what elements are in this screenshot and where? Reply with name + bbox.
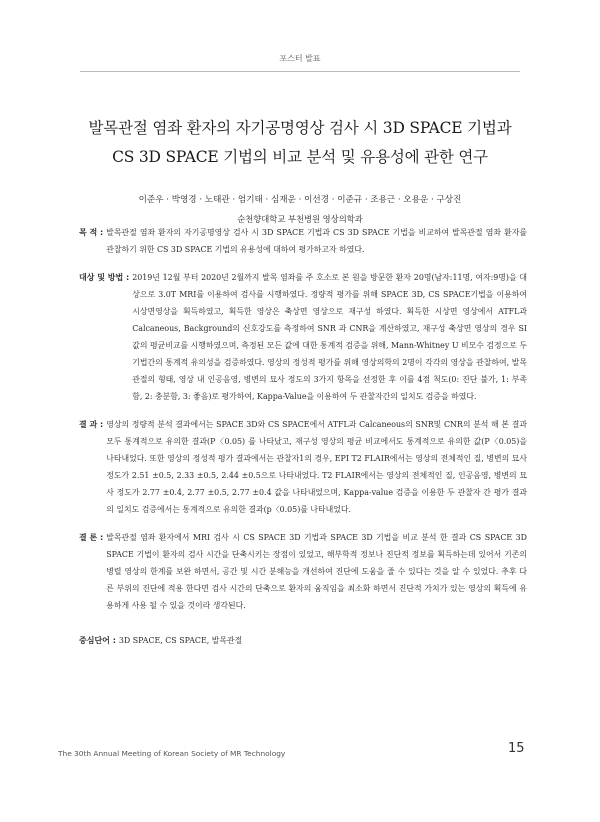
paper-title xyxy=(40,114,560,172)
results-section xyxy=(79,416,527,518)
purpose-text: 발목관절 염좌 환자의 자기공명영상 검사 시 3D SPACE 기법과 CS 3D SPACE 기법을 비교하여 발목관절 염좌 환자를 관찰하기 위한 CS 3D SPACE 기법의 유용성에 대하여 평가하고자 하였다. xyxy=(106,228,527,254)
section-tag: 포스터 발표 xyxy=(279,54,321,63)
methods-text: 2019년 12월 부터 2020년 2월까지 발목 염좌를 주 호소로 본 원을 방문한 환자 20명(남자:11명, 여자:9명)을 대상으로 3.0T MRI를 이용하여 검사를 시행하였다. 정량적 평가를 위해 SPACE 3D, CS SPACE기법을 이용하여 시상면영상을 획득하였고, 획득한 영상은 축상면 영상으로 재구성 하였다. 획득한 시상면 영상에서 ATFL과 Calcaneous, Background의 신호강도를 측정하여 SNR 과 CNR을 계산하였고, 재구성 축상면 영상의 경우 SI값의 평균비교를 시행하였으며, 측정된 모든 값에 대한 통계적 검증을 위해, Mann-Whitney U 비모수 검정으로 두 기법간의 통계적 유의성을 검증하였다. 영상의 정성적 평가를 위해 영상의학의 2명이 각각의 영상을 관찰하여, 발목관절의 형태, 영상 내 인공음영, 병변의 묘사 정도의 3가지 항목을 선정한 후 이를 4점 척도(0: 진단 불가, 1: 부족함, 2: 충분함, 3: 좋음)로 평가하여, Kappa-Value을 이용하여 두 관찰자간의 일치도 검증을 하였다. xyxy=(132,273,527,401)
author-names: 이준우 · 박영경 · 노태관 · 엄기태 · 심재운 · 이선경 · 이준규 · 조용근 · 오용운 · 구상진 xyxy=(138,195,462,205)
author-affiliation: 순천향대학교 부천병원 영상의학과 xyxy=(237,214,363,224)
conclusion-text: 발목관절 염좌 환자에서 MRI 검사 시 CS SPACE 3D 기법과 SPACE 3D 기법을 비교 분석 한 결과 CS SPACE 3D SPACE 기법이 환자의 검사 시간을 단축시키는 장점이 있었고, 해부학적 정보나 진단적 정보를 획득하는데 있어서 기존의 병렬 영상의 한계를 보완 하면서, 공간 및 시간 분해능을 개선하여 진단에 도움을 줄 수 있다는 것을 알 수 있었다. 추후 다른 부위의 진단에 적용 한다면 검사 시간의 단축으로 환자의 움직임을 최소화 하면서 진단적 가치가 있는 영상의 획득에 유용하게 사용 될 수 있을 것이라 생각된다. xyxy=(106,533,527,610)
keywords-label: 중심단어 : xyxy=(79,636,116,645)
keywords-text: 3D SPACE, CS SPACE, 발목관절 xyxy=(118,636,243,645)
header-divider xyxy=(80,71,520,72)
results-text: 영상의 정량적 분석 결과에서는 SPACE 3D와 CS SPACE에서 ATFL과 Calcaneous의 SNR및 CNR의 분석 해 본 결과 모두 통계적으로 유의한 결과(P〈0.05) 를 나타났고, 재구성 영상의 평균 비교에서도 통계적으로 유의한 값(P〈0.05)을 나타내었다. 또한 영상의 정성적 평가 결과에서는 관찰자1의 경우, EPI T2 FLAIR에서는 영상의 전체적인 질, 병변의 묘사 정도가 2.51 ±0.5, 2.33 ±0.5, 2.44 ±0.5으로 나타내었다. T2 FLAIR에서는 영상의 전체적인 질, 인공음영, 병변의 묘사 정도가 2.77 ±0.4, 2.77 ±0.5, 2.77 ±0.4 값을 나타내었으며, Kappa-value 검증을 이용한 두 관찰자 간 평가 결과의 일치도 검증에서는 통계적으로 유의한 결과(p〈0.05)를 나타내었다. xyxy=(106,420,527,514)
results-label: 결 과 : xyxy=(79,420,104,429)
purpose-section xyxy=(79,224,527,258)
title-line-1: 발목관절 염좌 환자의 자기공명영상 검사 시 3D SPACE 기법과 xyxy=(88,119,512,137)
methods-label: 대상 및 방법 : xyxy=(79,273,130,282)
conclusion-label: 결 론 : xyxy=(79,533,104,542)
conclusion-section xyxy=(79,529,527,614)
methods-section xyxy=(79,269,527,405)
purpose-label: 목 적 : xyxy=(79,228,104,237)
abstract-body xyxy=(79,224,527,660)
page-number: 15 xyxy=(508,741,525,756)
journal-footer: The 30th Annual Meeting of Korean Society of MR Technology xyxy=(58,749,286,758)
keywords-section xyxy=(79,632,527,649)
title-line-2: CS 3D SPACE 기법의 비교 분석 및 유용성에 관한 연구 xyxy=(112,148,488,166)
